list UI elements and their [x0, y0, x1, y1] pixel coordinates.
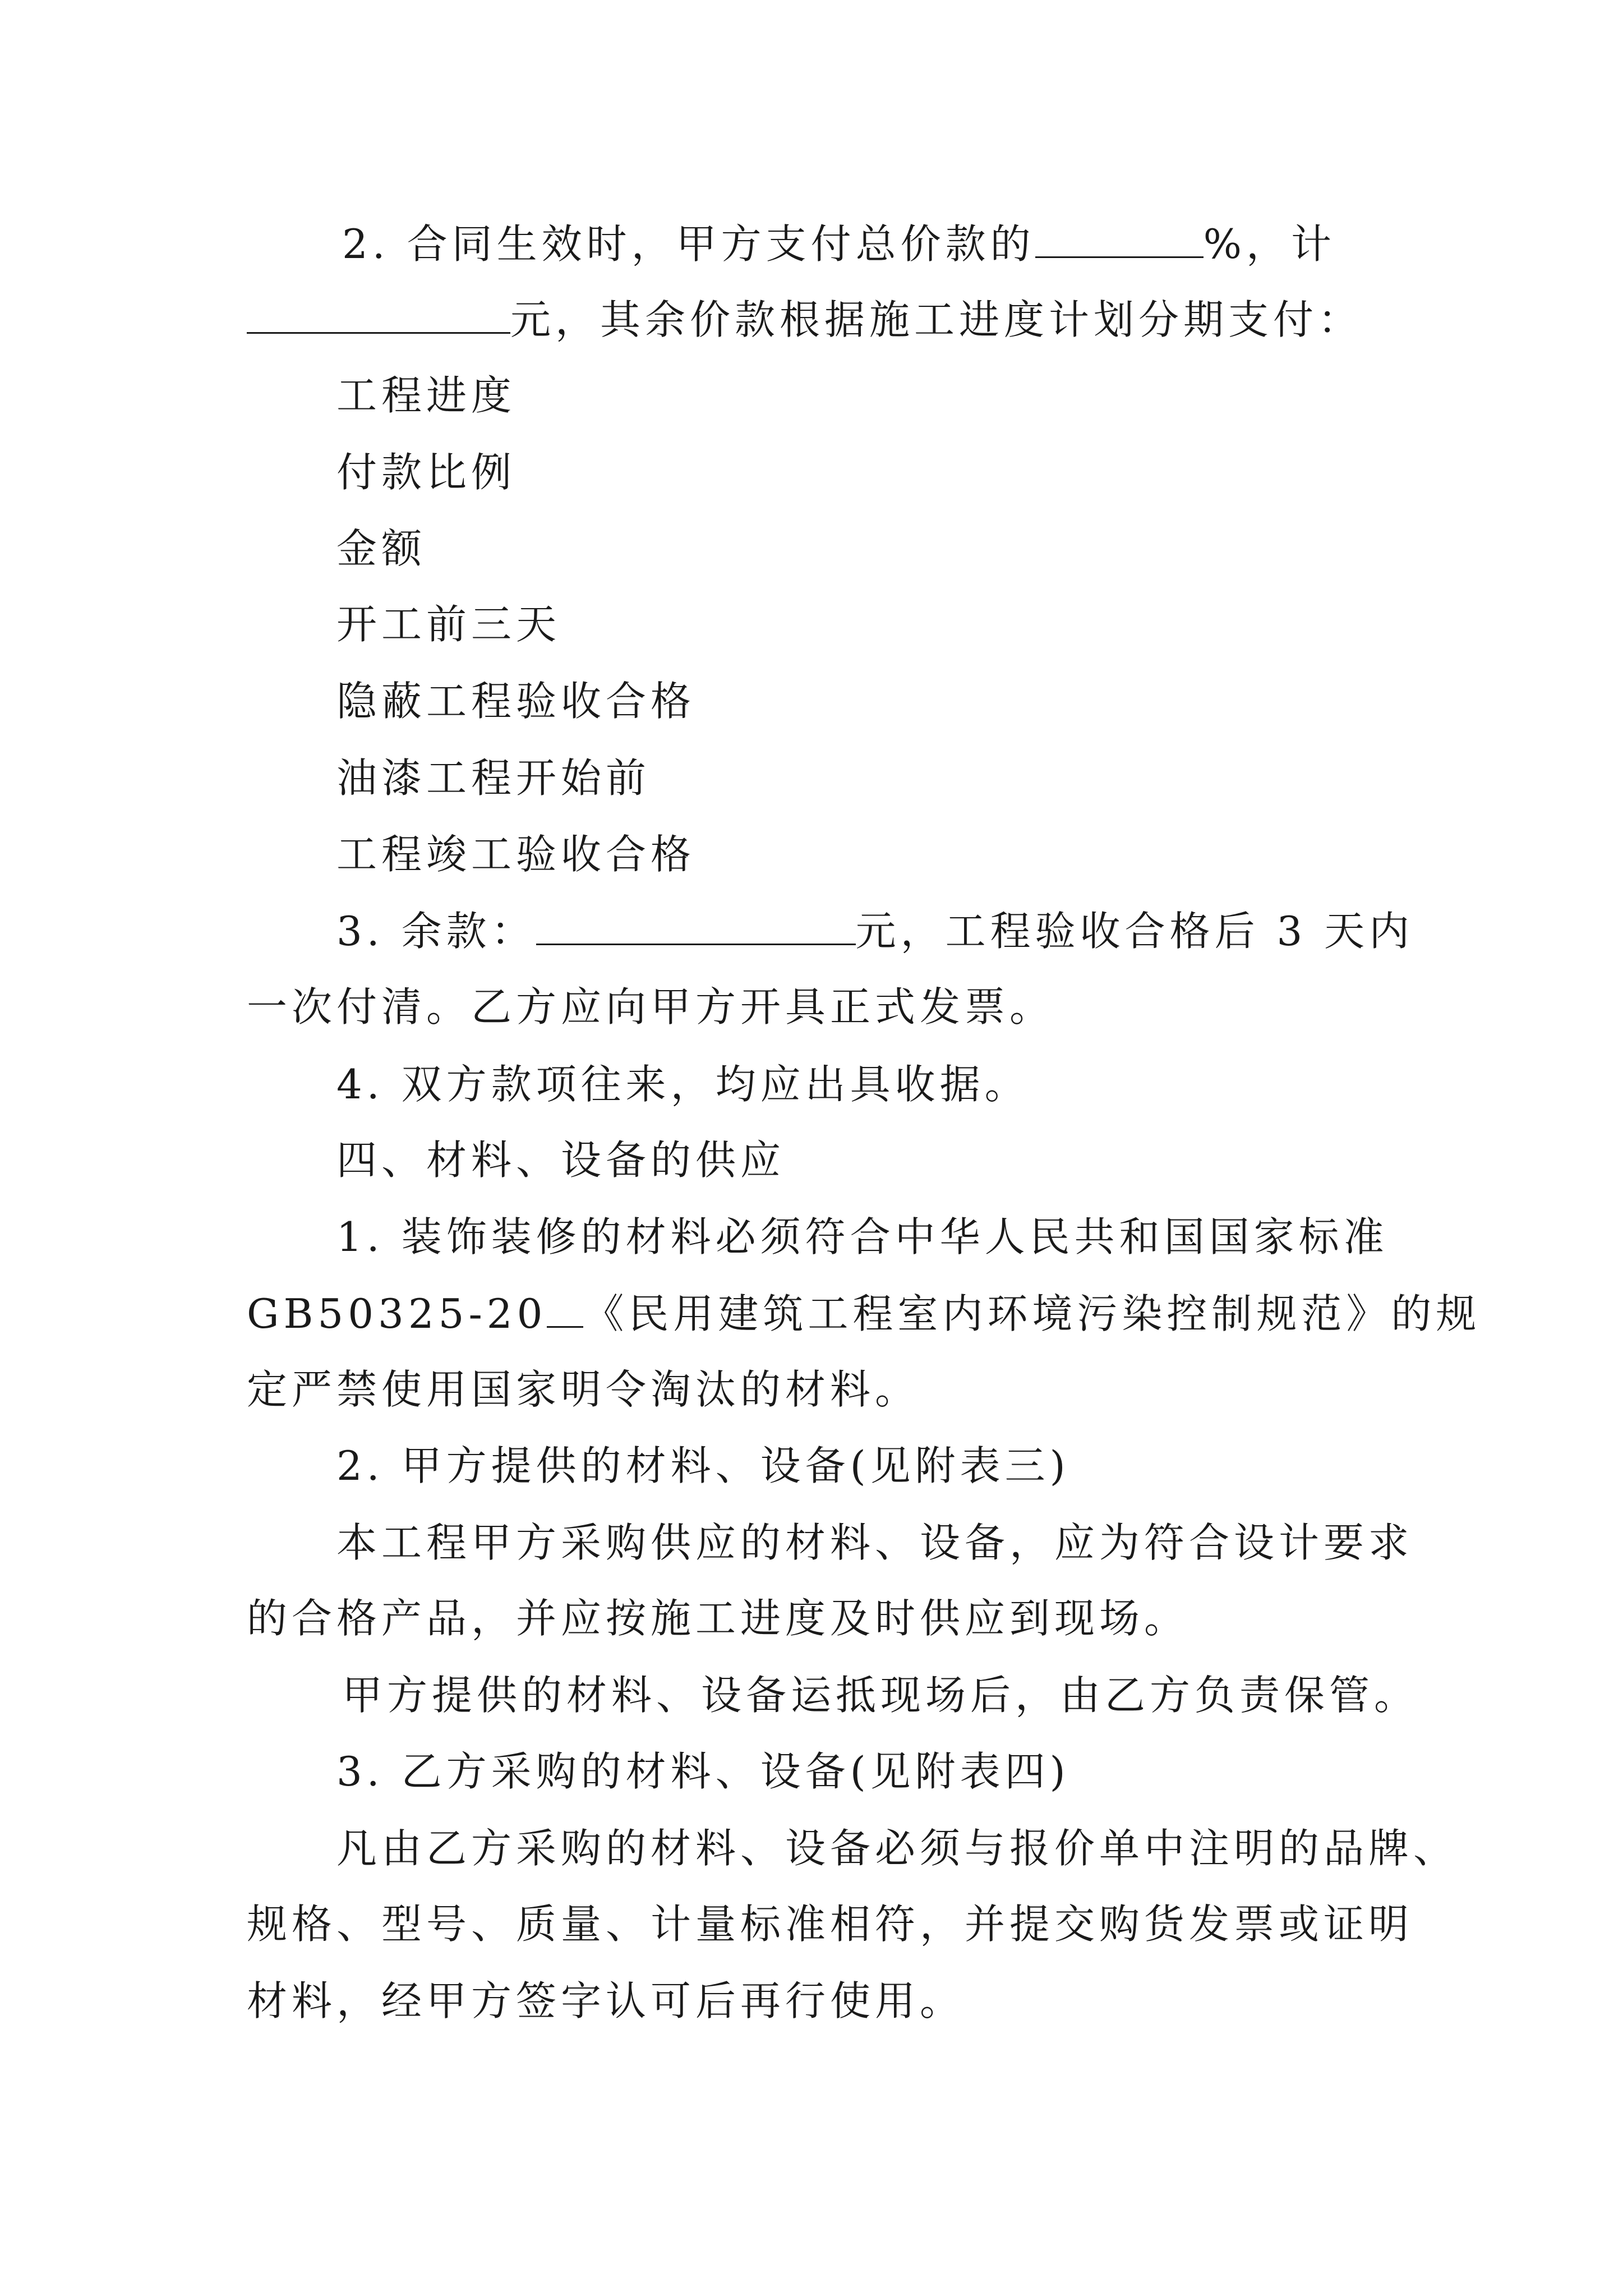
standard-title: 《民用建筑工程室内环境污染控制规范》的规	[583, 1290, 1481, 1337]
schedule-heading-amount: 金额	[336, 525, 427, 572]
schedule-item-3: 油漆工程开始前	[336, 754, 651, 802]
section-4-clause-3-line-2: 规格、型号、质量、计量标准相符，并提交购货发票或证明	[247, 1901, 1414, 1948]
clause-2-line-2	[247, 292, 1363, 348]
standard-code: GB50325-20	[247, 1290, 547, 1337]
section-4-clause-3-line-1: 凡由乙方采购的材料、设备必须与报价单中注明的品牌、	[336, 1825, 1459, 1872]
schedule-item-1: 开工前三天	[336, 601, 561, 648]
section-4-clause-1-line-2	[247, 1286, 1481, 1342]
section-4-clause-1-line-1: 1. 装饰装修的材料必须符合中华人民共和国国家标准	[336, 1213, 1389, 1260]
amount-blank	[247, 293, 510, 334]
section-4-clause-2-line-3: 甲方提供的材料、设备运抵现场后，由乙方负责保管。	[342, 1672, 1419, 1719]
schedule-item-2: 隐蔽工程验收合格	[336, 678, 696, 725]
schedule-heading-ratio: 付款比例	[336, 449, 517, 496]
schedule-heading-progress: 工程进度	[336, 372, 517, 419]
schedule-item-4: 工程竣工验收合格	[336, 831, 696, 878]
clause-2-text-a: 2. 合同生效时，甲方支付总价款的	[342, 220, 1035, 268]
balance-blank	[536, 904, 856, 945]
clause-2-text-b: %，计	[1203, 220, 1336, 268]
clause-3-line-2: 一次付清。乙方应向甲方开具正式发票。	[247, 983, 1055, 1030]
clause-2-line-1	[342, 216, 1336, 272]
percent-blank	[1035, 217, 1204, 258]
clause-2-text-c: 元，其余价款根据施工进度计划分期支付：	[510, 296, 1363, 343]
section-4-clause-2-line-1: 本工程甲方采购供应的材料、设备，应为符合设计要求	[336, 1519, 1414, 1566]
section-4-clause-2-heading: 2. 甲方提供的材料、设备(见附表三)	[336, 1442, 1070, 1489]
year-blank	[547, 1287, 583, 1328]
clause-3-line-1	[336, 903, 1414, 959]
clause-3-text-a: 3. 余款：	[336, 908, 536, 955]
section-4-clause-2-line-2: 的合格产品，并应按施工进度及时供应到现场。	[247, 1595, 1189, 1642]
clause-4: 4. 双方款项往来，均应出具收据。	[336, 1061, 1030, 1108]
section-4-clause-3-heading: 3. 乙方采购的材料、设备(见附表四)	[336, 1748, 1070, 1795]
section-4-clause-1-line-3: 定严禁使用国家明令淘汰的材料。	[247, 1366, 920, 1413]
clause-3-text-b: 元，工程验收合格后 3 天内	[855, 908, 1414, 955]
section-4-clause-3-line-3: 材料，经甲方签字认可后再行使用。	[247, 1977, 965, 2024]
section-4-heading: 四、材料、设备的供应	[336, 1137, 786, 1184]
